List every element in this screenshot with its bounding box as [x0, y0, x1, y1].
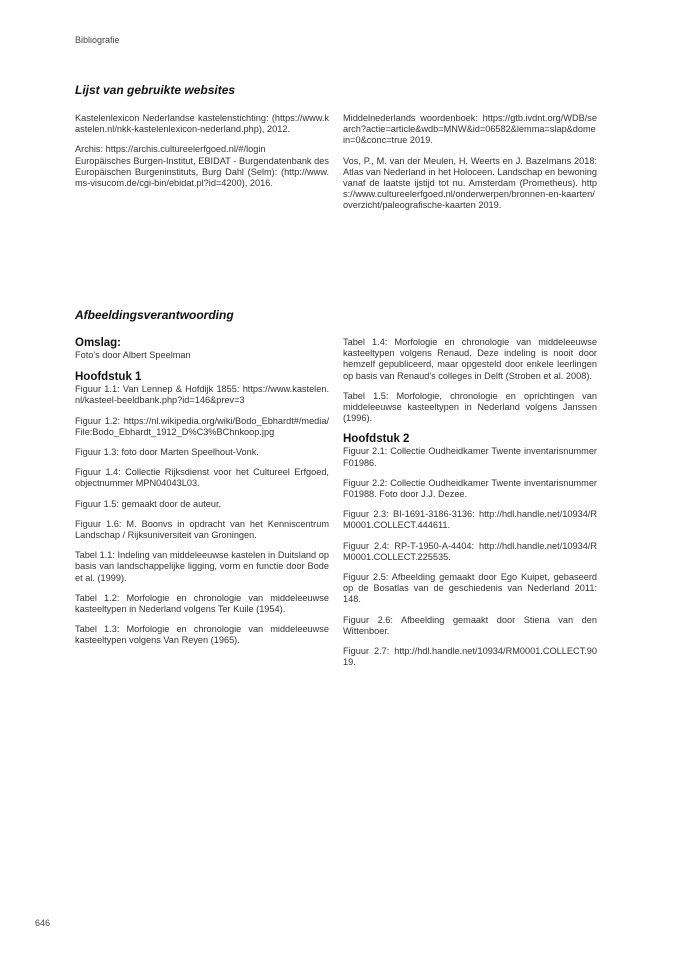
- credit-entry: Figuur 1.5: gemaakt door de auteur.: [75, 498, 222, 509]
- credit-entry: Figuur 2.4: RP-T-1950-A-4404: http://hdl.handle.net/10934/RM0001.COLLECT.225535.: [343, 540, 597, 562]
- website-entry: Archis: https://archis.cultureelerfgoed.nl/#/login: [75, 144, 266, 155]
- credit-entry: Figuur 2.6: Afbeelding gemaakt door Stiena van den Wittenboer.: [343, 614, 597, 636]
- websites-section-title: Lijst van gebruikte websites: [75, 83, 236, 97]
- credit-entry: Tabel 1.5: Morfologie, chronologie en oprichtingen van middeleeuwse kasteeltypen in Nederland volgens Janssen (1996).: [343, 390, 597, 424]
- credit-entry: Figuur 1.2: https://nl.wikipedia.org/wiki/Bodo_Ebhardt#/media/File:Bodo_Ebhardt_1912_D%C3%BChnkoop.jpg: [75, 415, 329, 437]
- credit-entry: Figuur 1.1: Van Lennep & Hofdijk 1855: https://www.kastelen.nl/kasteel-beeldbank.php?id=146&prev=3: [75, 384, 329, 406]
- website-entry: Europäisches Burgen-Institut, EBIDAT - Burgendatenbank des Europäischen Burgeninstituts, Burg Dahl (Selm): (http://www.ms-visucom.de/cgi-bin/ebidat.pl?id=4200), 2016.: [75, 155, 329, 189]
- credits-right-column: [343, 337, 597, 677]
- credit-entry: Figuur 1.4: Collectie Rijksdienst voor het Cultureel Erfgoed, objectnummer MPN04043L03.: [75, 467, 329, 489]
- credit-entry: Figuur 2.5: Afbeelding gemaakt door Ego Kuipet, gebaseerd op de Bosatlas van de geschiedenis van Nederland 2011: 148.: [343, 572, 597, 605]
- website-entry: Vos, P., M. van der Meulen, H. Weerts en J. Bazelmans 2018: Atlas van Nederland in het Holoceen. Landschap en bewoning vanaf de laatste ijstijd tot nu. Amsterdam (Prometheus). https://www.cultureelerfgoed.nl/onderwerpen/bronnen-en-kaarten/overzicht/paleografische-kaarten 2019.: [343, 155, 597, 211]
- omslag-heading: Omslag:: [75, 337, 122, 349]
- credit-entry: Figuur 2.1: Collectie Oudheidkamer Twente inventarisnummer F01986.: [343, 446, 597, 468]
- credits-left-column: [75, 337, 329, 656]
- credit-entry: Tabel 1.4: Morfologie en chronologie van middeleeuwse kasteeltypen volgens Renaud. Deze indeling is nooit door hemzelf gepubliceerd, maar opgesteld door enkele leerlingen op basis van Renaud's colleges in Delft (Stroben et al. 2008).: [343, 337, 597, 381]
- credit-entry: Tabel 1.2: Morfologie en chronologie van middeleeuwse kasteeltypen in Nederland volgens Ter Kuile (1954).: [75, 592, 329, 615]
- omslag-text: Foto's door Albert Speelman: [75, 350, 191, 360]
- running-head: Bibliografie: [75, 35, 120, 45]
- websites-left-column: [75, 113, 329, 198]
- credit-entry: Tabel 1.3: Morfologie en chronologie van middeleeuwse kasteeltypen volgens Van Reyen (1965).: [75, 624, 329, 646]
- chapter-1-heading: Hoofdstuk 1: [75, 371, 142, 384]
- website-entry: Kastelenlexicon Nederlandse kastelenstichting: (https://www.kastelen.nl/nkk-kastelenlexicon-nederland.php), 2012.: [75, 113, 329, 135]
- credit-entry: Figuur 2.2: Collectie Oudheidkamer Twente inventarisnummer F01988. Foto door J.J. Dezee.: [343, 477, 597, 500]
- credit-entry: Figuur 2.7: http://hdl.handle.net/10934/RM0001.COLLECT.9019.: [343, 646, 597, 668]
- credit-entry: Figuur 1.6: M. Boonvs in opdracht van het Kenniscentrum Landschap / Rijksuniversiteit van Groningen.: [75, 518, 329, 541]
- credit-entry: Figuur 2.3: BI-1691-3186-3136: http://hdl.handle.net/10934/RM0001.COLLECT.444611.: [343, 509, 597, 531]
- websites-right-column: [343, 113, 597, 221]
- credit-entry: Tabel 1.1: Indeling van middeleeuwse kastelen in Duitsland op basis van landschappelijke ligging, vorm en functie door Bode et al. (1999).: [75, 550, 329, 583]
- page-number: 646: [35, 918, 51, 928]
- chapter-2-heading: Hoofdstuk 2: [343, 433, 410, 446]
- credit-entry: Figuur 1.3: foto door Marten Speelhout-Vonk.: [75, 447, 259, 458]
- credits-section-title: Afbeeldingsverantwoording: [75, 308, 234, 322]
- website-entry: Middelnederlands woordenboek: https://gtb.ivdnt.org/WDB/search?actie=article&wdb=MNW&id=06582&lemma=slap&domein=0&conc=true 2019.: [343, 113, 597, 146]
